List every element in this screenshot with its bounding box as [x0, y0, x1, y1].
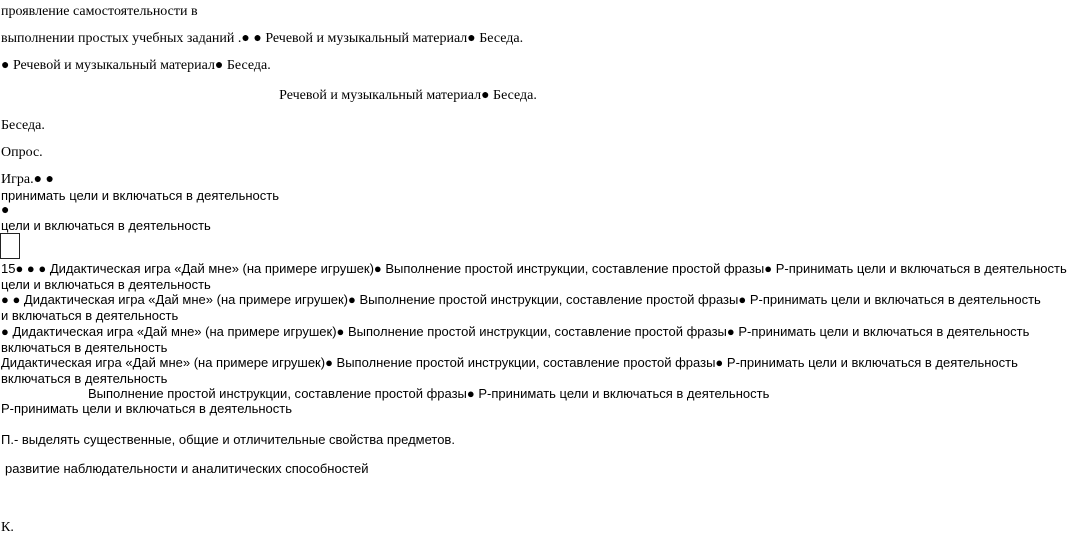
text-line-19: Выполнение простой инструкции, составление простой фразы● Р-принимать цели и включаться в деятельность — [88, 386, 770, 401]
text-line-10: цели и включаться в деятельность — [1, 218, 211, 233]
text-line-17: Дидактическая игра «Дай мне» (на примере игрушек)● Выполнение простой инструкции, составление простой фразы● Р-принимать цели и включаться в деятельность — [1, 355, 1018, 370]
text-line-6: Опрос. — [1, 145, 43, 160]
text-line-14: и включаться в деятельность — [1, 308, 179, 323]
text-line-21: П.- выделять существенные, общие и отличительные свойства предметов. — [1, 432, 455, 447]
text-line-22: развитие наблюдательности и аналитических способностей — [5, 461, 369, 476]
empty-box — [0, 233, 20, 259]
text-line-1: проявление самостоятельности в — [1, 4, 198, 19]
text-line-16: включаться в деятельность — [1, 340, 168, 355]
text-line-8: принимать цели и включаться в деятельность — [1, 188, 279, 203]
text-line-4: Речевой и музыкальный материал● Беседа. — [279, 88, 537, 103]
text-line-7: Игра.● ● — [1, 172, 54, 187]
text-line-11: 15● ● ● Дидактическая игра «Дай мне» (на примере игрушек)● Выполнение простой инструкции, составление простой фразы● Р-принимать цели и включаться в деятельность — [1, 261, 1067, 276]
text-line-5: Беседа. — [1, 118, 45, 133]
text-line-18: включаться в деятельность — [1, 371, 168, 386]
text-line-15: ● Дидактическая игра «Дай мне» (на примере игрушек)● Выполнение простой инструкции, составление простой фразы● Р-принимать цели и включаться в деятельность — [1, 324, 1030, 339]
text-line-12: цели и включаться в деятельность — [1, 277, 211, 292]
text-line-9: ● — [1, 203, 10, 218]
text-line-3: ● Речевой и музыкальный материал● Беседа. — [1, 58, 271, 73]
text-line-20: Р-принимать цели и включаться в деятельность — [1, 401, 292, 416]
text-line-2: выполнении простых учебных заданий .● ● Речевой и музыкальный материал● Беседа. — [1, 31, 524, 46]
text-line-13: ● ● Дидактическая игра «Дай мне» (на примере игрушек)● Выполнение простой инструкции, составление простой фразы● Р-принимать цели и включаться в деятельность — [1, 292, 1041, 307]
text-line-23: К. — [1, 520, 14, 535]
